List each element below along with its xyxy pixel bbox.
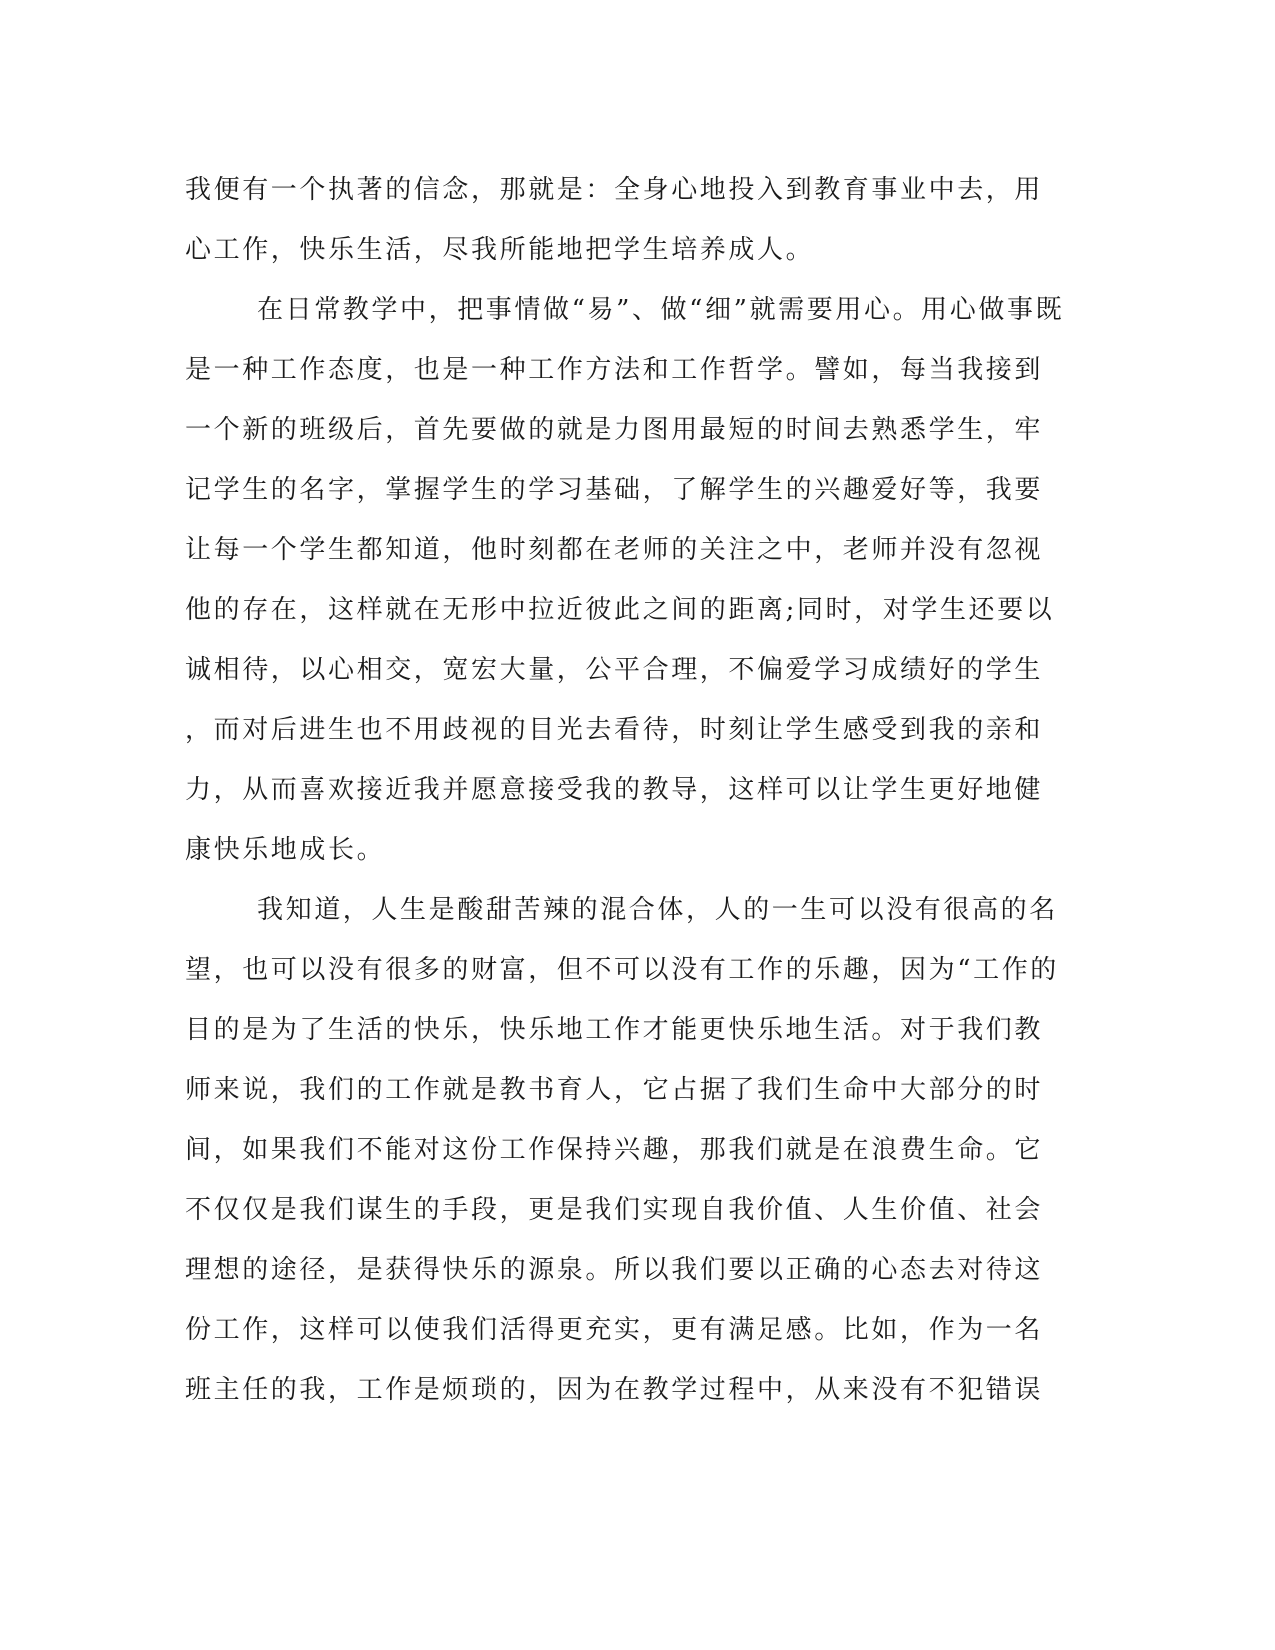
text-line: 记学生的名字，掌握学生的学习基础，了解学生的兴趣爱好等，我要	[185, 475, 1044, 505]
text-line: 是一种工作态度，也是一种工作方法和工作哲学。譬如，每当我接到	[185, 355, 1044, 385]
text-line: 心工作，快乐生活，尽我所能地把学生培养成人。	[185, 235, 815, 265]
text-line: 望，也可以没有很多的财富，但不可以没有工作的乐趣，因为“工作的	[185, 955, 1059, 985]
text-line: 目的是为了生活的快乐，快乐地工作才能更快乐地生活。对于我们教	[185, 1015, 1044, 1045]
text-line: 诚相待，以心相交，宽宏大量，公平合理，不偏爱学习成绩好的学生	[185, 655, 1044, 685]
paragraph-first-line: 在日常教学中，把事情做“易”、做“细”就需要用心。用心做事既	[257, 295, 1065, 325]
text-line: 师来说，我们的工作就是教书育人，它占据了我们生命中大部分的时	[185, 1075, 1044, 1105]
text-line: 康快乐地成长。	[185, 835, 386, 865]
text-line: 班主任的我，工作是烦琐的，因为在教学过程中，从来没有不犯错误	[185, 1375, 1044, 1405]
text-line: ，而对后进生也不用歧视的目光去看待，时刻让学生感受到我的亲和	[185, 715, 1044, 745]
text-line: 让每一个学生都知道，他时刻都在老师的关注之中，老师并没有忽视	[185, 535, 1044, 565]
text-line: 我便有一个执著的信念，那就是：全身心地投入到教育事业中去，用	[185, 175, 1044, 205]
paragraph-first-line: 我知道，人生是酸甜苦辣的混合体，人的一生可以没有很高的名	[257, 895, 1058, 925]
text-line: 他的存在，这样就在无形中拉近彼此之间的距离;同时，对学生还要以	[185, 595, 1055, 625]
text-line: 不仅仅是我们谋生的手段，更是我们实现自我价值、人生价值、社会	[185, 1195, 1044, 1225]
body-text	[185, 160, 1065, 1420]
text-line: 理想的途径，是获得快乐的源泉。所以我们要以正确的心态去对待这	[185, 1255, 1044, 1285]
text-line: 力，从而喜欢接近我并愿意接受我的教导，这样可以让学生更好地健	[185, 775, 1044, 805]
text-line: 一个新的班级后，首先要做的就是力图用最短的时间去熟悉学生，牢	[185, 415, 1044, 445]
text-line: 份工作，这样可以使我们活得更充实，更有满足感。比如，作为一名	[185, 1315, 1044, 1345]
text-line: 间，如果我们不能对这份工作保持兴趣，那我们就是在浪费生命。它	[185, 1135, 1044, 1165]
